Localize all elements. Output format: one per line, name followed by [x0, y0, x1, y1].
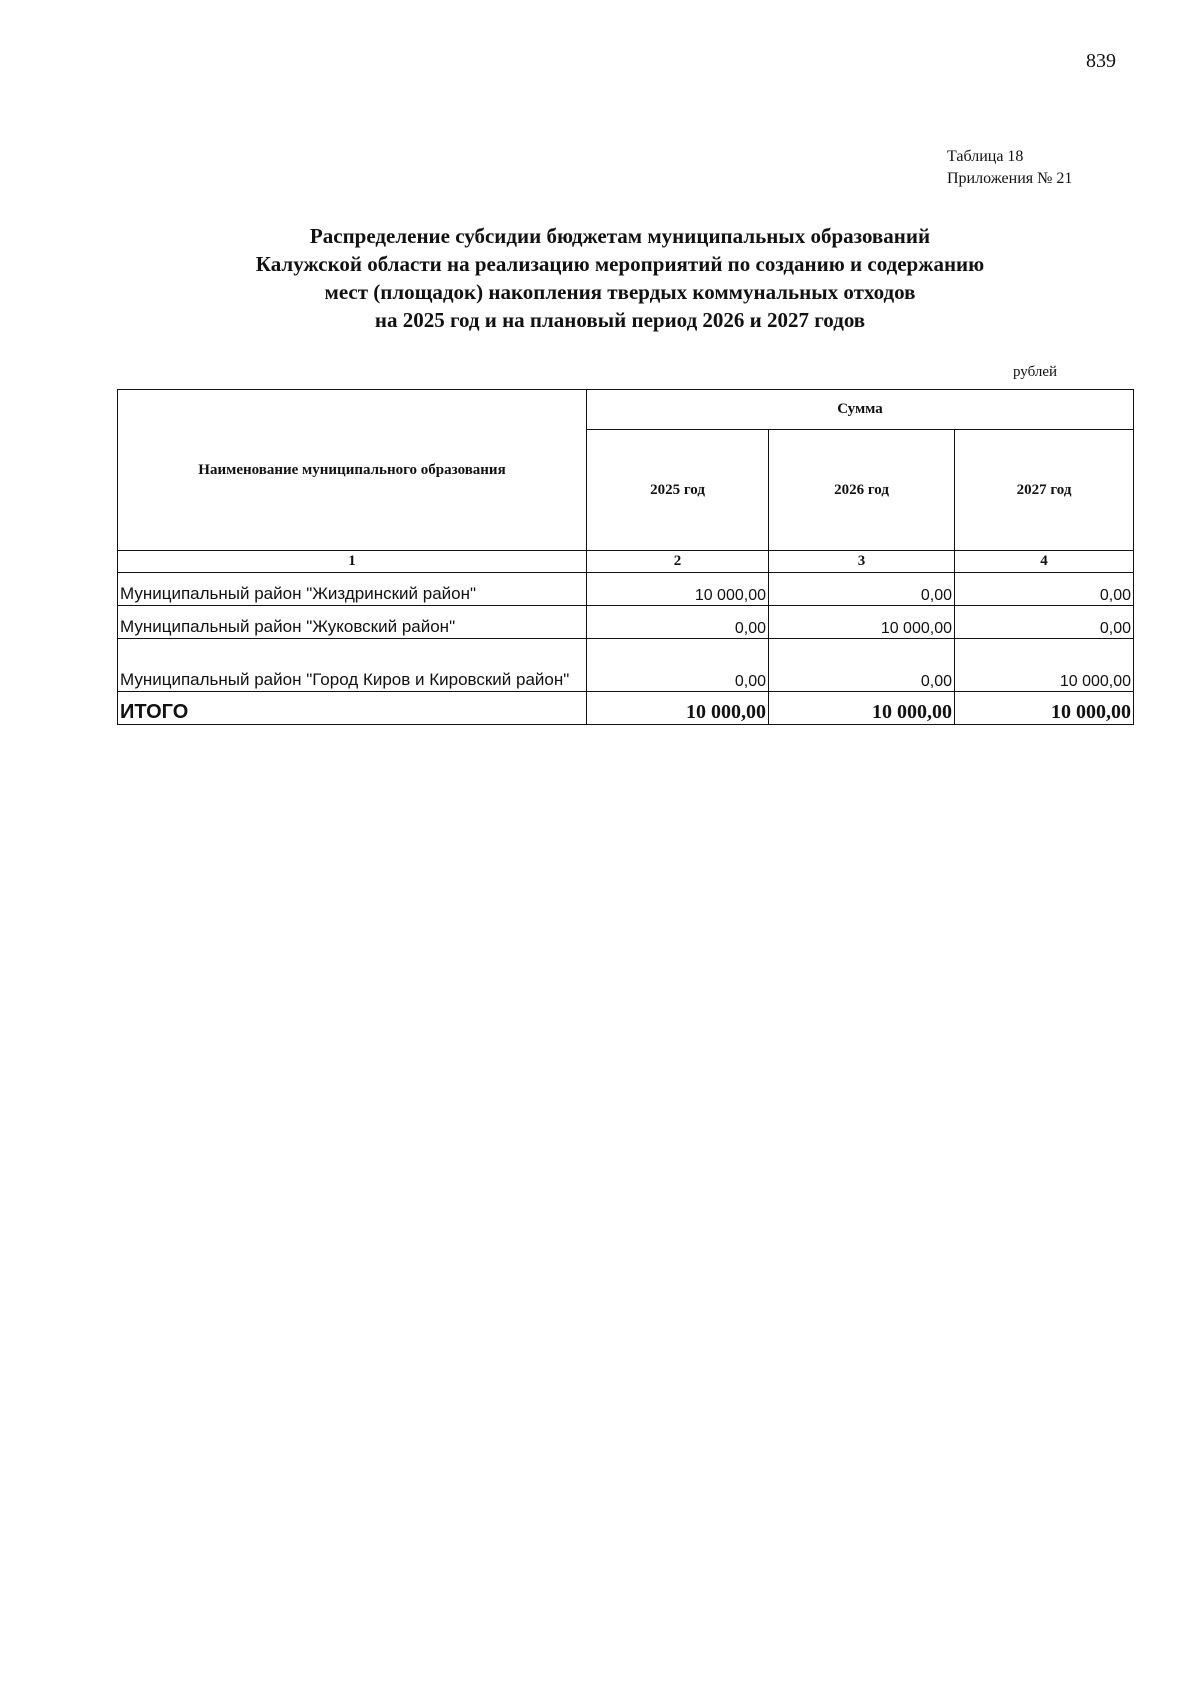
table-row — [118, 573, 1134, 606]
header-year-2026: 2026 год — [769, 430, 955, 551]
total-row — [118, 692, 1134, 725]
table-row — [118, 606, 1134, 639]
column-number: 2 — [587, 551, 769, 573]
column-number: 4 — [955, 551, 1134, 573]
page-number: 839 — [1086, 50, 1116, 72]
amount-2027: 10 000,00 — [955, 639, 1134, 692]
column-numbers-row — [118, 551, 1134, 573]
total-2027: 10 000,00 — [955, 692, 1134, 725]
table-number: Таблица 18 — [947, 148, 1024, 165]
header-year-2025: 2025 год — [587, 430, 769, 551]
title-line-2: Калужской области на реализацию мероприятий по созданию и содержанию — [255, 252, 985, 276]
municipality-name: Муниципальный район "Жиздринский район" — [118, 573, 587, 606]
title-line-4: на 2025 год и на плановый период 2026 и 2027 годов — [374, 308, 866, 332]
municipality-name: Муниципальный район "Жуковский район" — [118, 606, 587, 639]
subsidy-table — [117, 389, 1134, 725]
total-label: ИТОГО — [118, 692, 587, 725]
amount-2026: 0,00 — [769, 639, 955, 692]
title-line-1: Распределение субсидии бюджетам муниципальных образований — [309, 224, 931, 248]
header-year-2027: 2027 год — [955, 430, 1134, 551]
column-number: 3 — [769, 551, 955, 573]
amount-2026: 10 000,00 — [769, 606, 955, 639]
header-sum: Сумма — [587, 390, 1134, 430]
amount-2026: 0,00 — [769, 573, 955, 606]
amount-2025: 10 000,00 — [587, 573, 769, 606]
title-line-3: мест (площадок) накопления твердых коммунальных отходов — [324, 280, 916, 304]
amount-2027: 0,00 — [955, 573, 1134, 606]
header-row — [118, 390, 1134, 430]
table-reference — [947, 146, 1072, 190]
units-label: рублей — [1013, 364, 1058, 380]
table-row — [118, 639, 1134, 692]
column-number: 1 — [118, 551, 587, 573]
municipality-name: Муниципальный район "Город Киров и Кировский район" — [118, 639, 587, 692]
total-2026: 10 000,00 — [769, 692, 955, 725]
document-title — [130, 222, 1110, 334]
total-2025: 10 000,00 — [587, 692, 769, 725]
amount-2025: 0,00 — [587, 639, 769, 692]
amount-2027: 0,00 — [955, 606, 1134, 639]
header-municipality-name: Наименование муниципального образования — [118, 390, 587, 551]
amount-2025: 0,00 — [587, 606, 769, 639]
appendix-number: Приложения № 21 — [947, 170, 1073, 187]
